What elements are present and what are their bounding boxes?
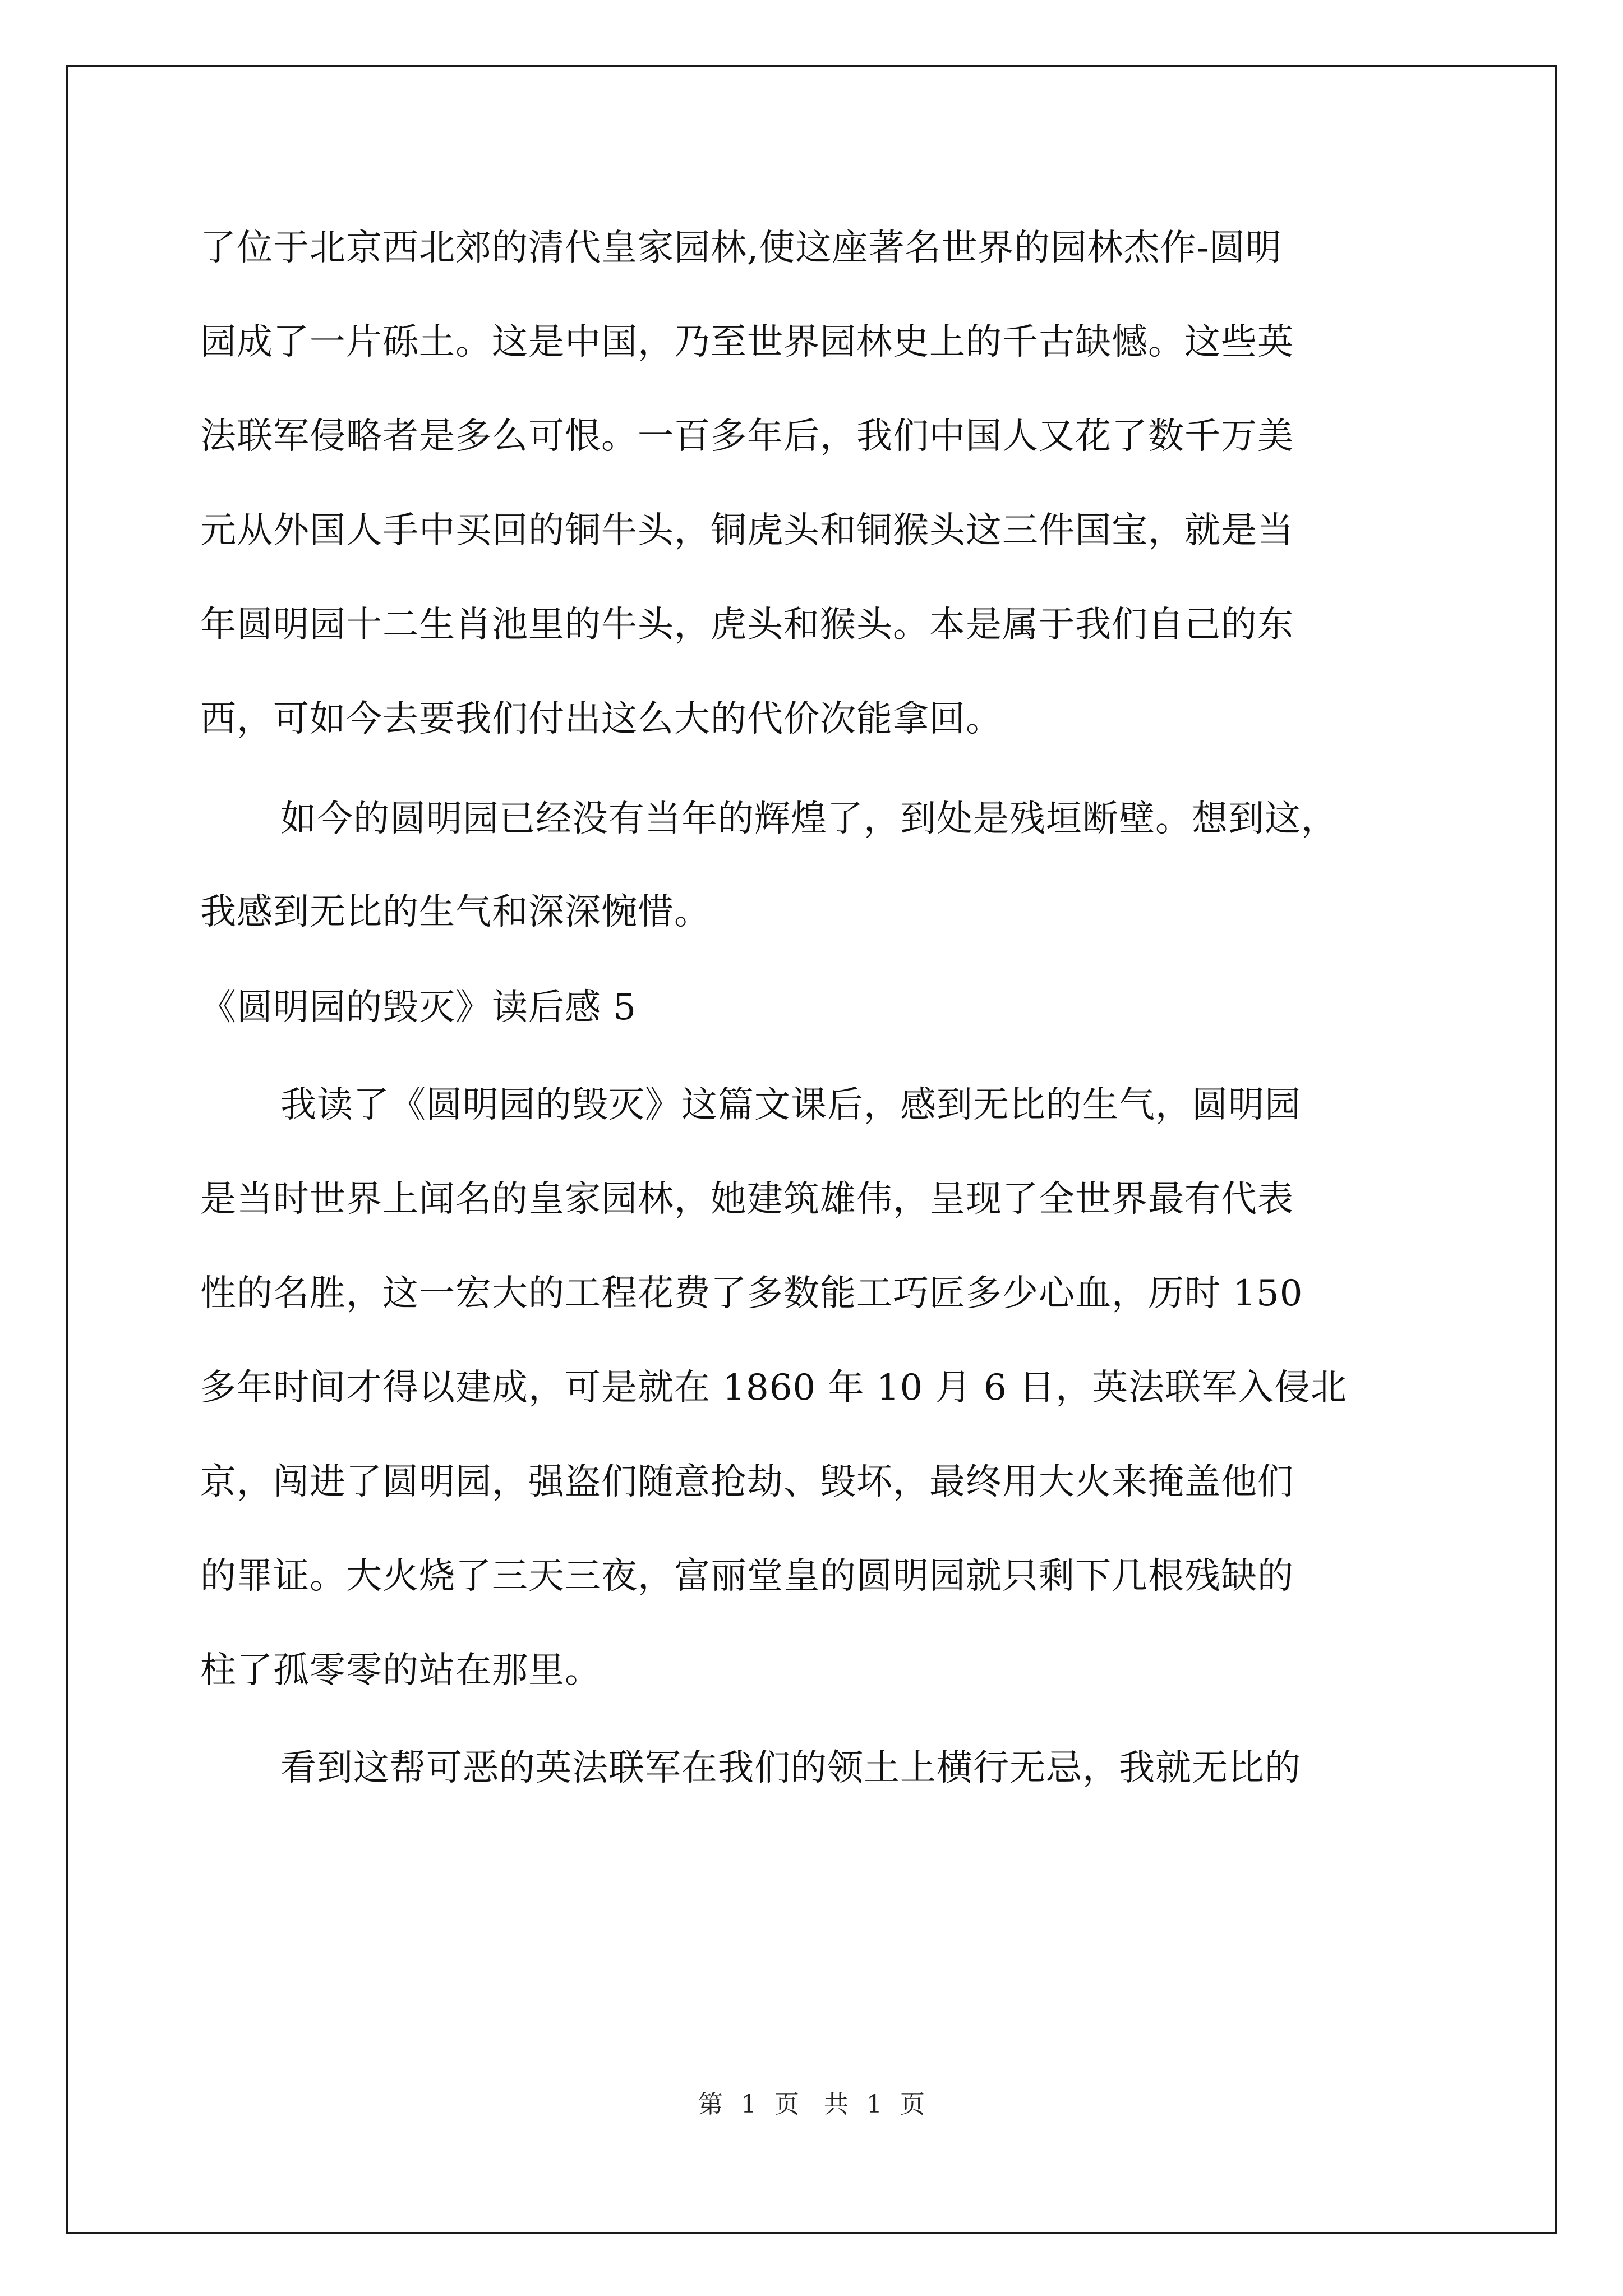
- body-line: 柱了孤零零的站在那里。: [200, 1650, 601, 1691]
- page-border: [66, 65, 1557, 2234]
- paragraph-first-line: 如今的圆明园已经没有当年的辉煌了，到处是残垣断壁。想到这，: [280, 798, 1338, 840]
- body-line: 多年时间才得以建成，可是就在 1860 年 10 月 6 日，英法联军入侵北: [200, 1367, 1348, 1409]
- body-line: 京，闯进了圆明园，强盗们随意抢劫、毁坏，最终用大火来掩盖他们: [200, 1461, 1294, 1503]
- body-line: 性的名胜，这一宏大的工程花费了多数能工巧匠多少心血，历时 150: [200, 1273, 1303, 1314]
- body-line: 了位于北京西北郊的清代皇家园林,使这座著名世界的园林杰作-圆明: [200, 227, 1282, 269]
- paragraph-first-line: 我读了《圆明园的毁灭》这篇文课后，感到无比的生气，圆明园: [280, 1084, 1301, 1126]
- section-heading: 《圆明园的毁灭》读后感 5: [200, 987, 637, 1028]
- page-footer: 第 1 页 共 1 页: [698, 2090, 925, 2119]
- body-line: 是当时世界上闻名的皇家园林，她建筑雄伟，呈现了全世界最有代表: [200, 1179, 1294, 1220]
- paragraph-first-line: 看到这帮可恶的英法联军在我们的领土上横行无忌，我就无比的: [280, 1747, 1301, 1789]
- body-line: 西，可如今去要我们付出这么大的代价次能拿回。: [200, 698, 1002, 740]
- body-line: 的罪证。大火烧了三天三夜，富丽堂皇的圆明园就只剩下几根残缺的: [200, 1556, 1294, 1597]
- body-line: 我感到无比的生气和深深惋惜。: [200, 891, 711, 933]
- body-line: 园成了一片砾土。这是中国，乃至世界园林史上的千古缺憾。这些英: [200, 321, 1294, 363]
- body-line: 法联军侵略者是多么可恨。一百多年后，我们中国人又花了数千万美: [200, 416, 1294, 457]
- body-line: 年圆明园十二生肖池里的牛头，虎头和猴头。本是属于我们自己的东: [200, 604, 1294, 646]
- body-line: 元从外国人手中买回的铜牛头，铜虎头和铜猴头这三件国宝，就是当: [200, 510, 1294, 551]
